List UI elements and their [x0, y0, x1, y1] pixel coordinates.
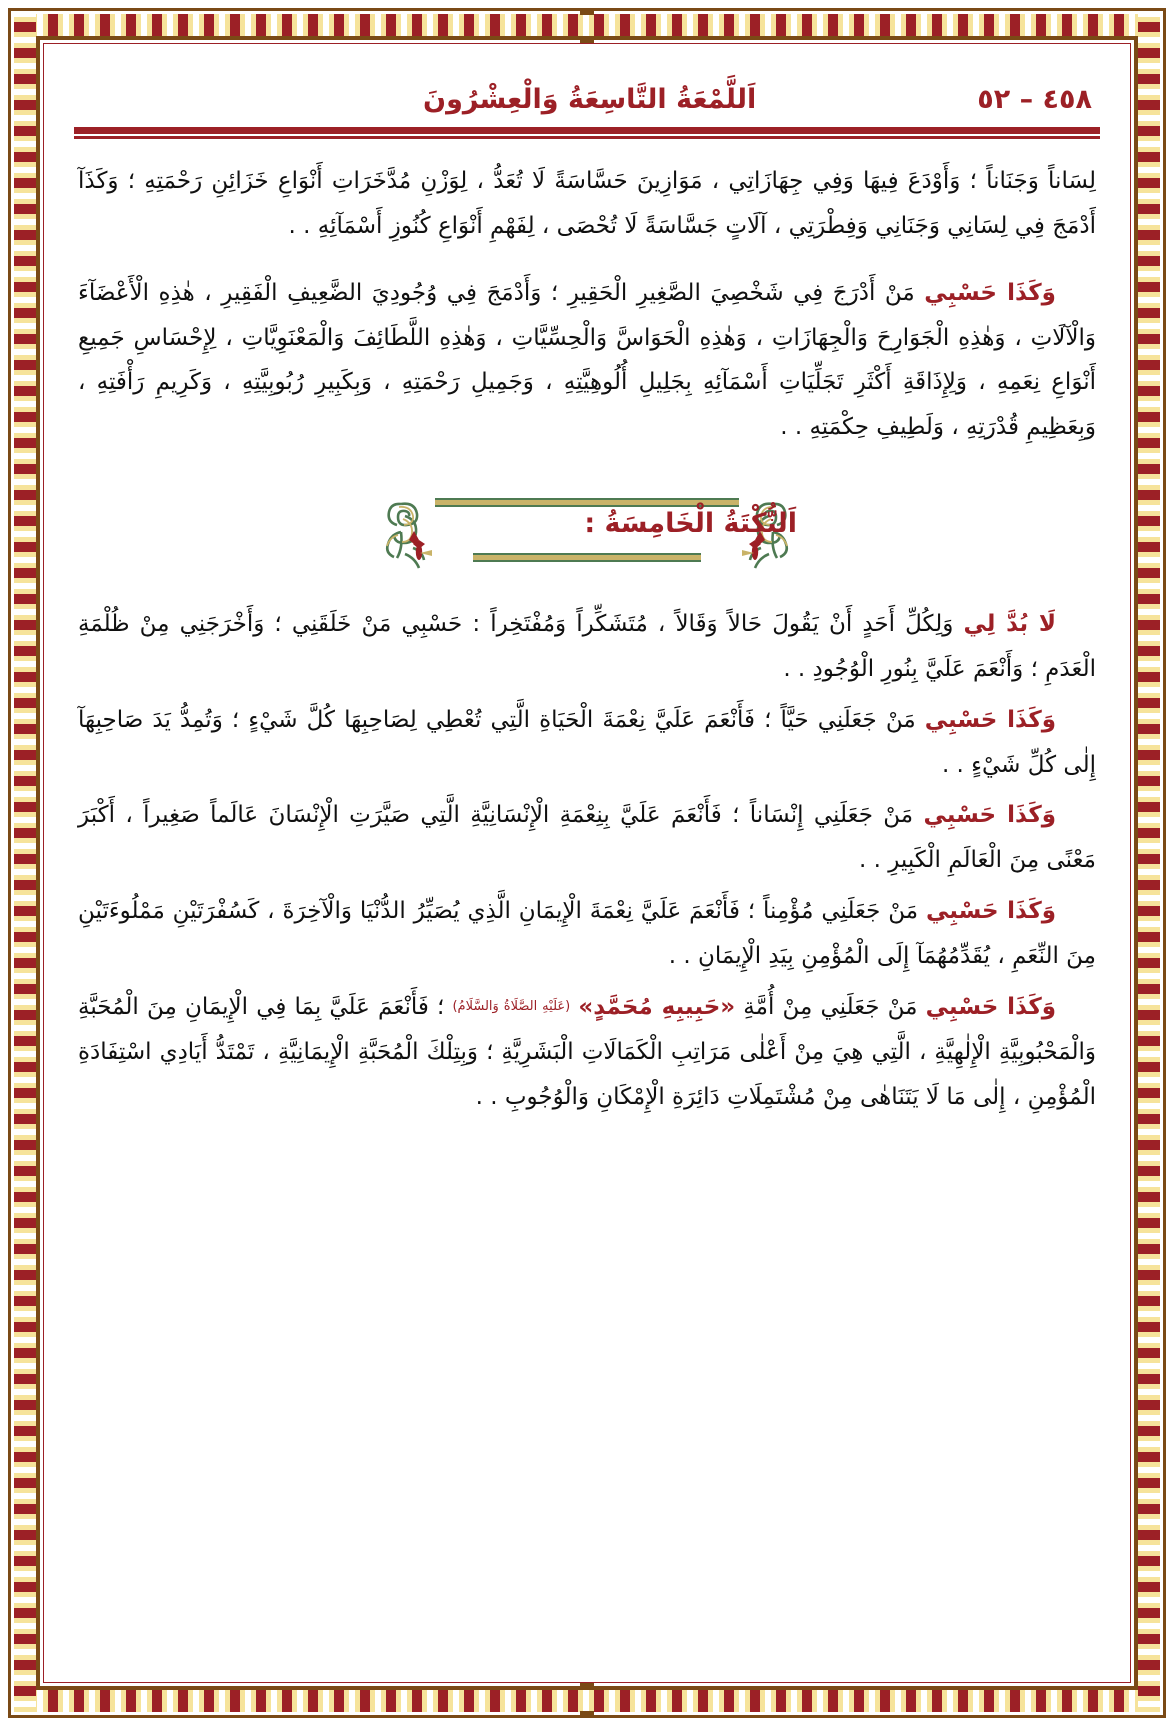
- honorific-salutation: (عَلَيْهِ الصَّلَاةُ وَالسَّلَامُ): [452, 998, 571, 1014]
- header-divider-bar: [74, 127, 1100, 134]
- accent-phrase-hasbi-2: وَكَذَا حَسْبِي: [924, 706, 1056, 733]
- border-braid-bottom: [14, 1690, 1160, 1712]
- paragraph-5: [78, 793, 1096, 883]
- paragraph-7-text-after: ؛ فَأَنْعَمَ عَلَيَّ بِمَا فِي الْإِيمَانِ مِنَ الْمُحَبَّةِ وَالْمَحْبُوبِيَّةِ الْإِلٰهِيَّةِ ، الَّتِي هِيَ مِنْ أَعْلٰى مَرَاتِبِ الْكَمَالَاتِ الْبَشَرِيَّةِ ؛ وَبِتِلْكَ الْمُحَبَّةِ الْإِيمَانِيَّةِ ، تَمْتَدُّ أَيَادِي اسْتِفَادَةِ الْمُؤْمِنِ ، إِلٰى مَا لَا يَتَنَاهٰى مِنْ مُشْتَمِلَاتِ دَائِرَةِ الْإِمْكَانِ وَالْوُجُوبِ . .: [78, 993, 1096, 1110]
- paragraph-1: [78, 159, 1096, 249]
- accent-phrase-hasbi-1: وَكَذَا حَسْبِي: [924, 279, 1056, 306]
- border-braid-left: [14, 14, 36, 1712]
- page-content: [52, 52, 1122, 1674]
- border-pip-bottom: [580, 1711, 594, 1718]
- paragraph-6-text: مَنْ جَعَلَنِي مُؤْمِناً ؛ فَأَنْعَمَ عَلَيَّ نِعْمَةَ الْإِيمَانِ الَّذِي يُصَيِّرُ الدُّنْيَا وَالْآخِرَةَ ، كَسُفْرَتَيْنِ مَمْلُوءَتَيْنِ مِنَ النِّعَمِ ، يُقَدِّمُهُمَآ إِلَى الْمُؤْمِنِ بِيَدِ الْإِيمَانِ . .: [78, 898, 1096, 969]
- accent-phrase-hasbi-5: وَكَذَا حَسْبِي: [925, 993, 1056, 1020]
- section-heading-rule-top: [435, 498, 739, 507]
- paragraph-4-text: مَنْ جَعَلَنِي حَيَّاً ؛ فَأَنْعَمَ عَلَيَّ نِعْمَةَ الْحَيَاةِ الَّتِي تُعْطِي لِصَاحِبِهَا كُلَّ شَيْءٍ ؛ وَتُمِدُّ يَدَ صَاحِبِهَآ إِلٰى كُلِّ شَيْءٍ . .: [78, 706, 1096, 778]
- paragraph-1-text: لِسَاناً وَجَنَاناً ؛ وَأَوْدَعَ فِيهَا وَفِي جِهَازَاتِي ، مَوَازِينَ حَسَّاسَةً لَا تُعَدُّ ، لِوَزْنِ مُدَّخَرَاتِ أَنْوَاعِ خَزَائِنِ رَحْمَتِهِ ؛ وَكَذَآ أَدْمَجَ فِي لِسَانِي وَجَنَانِي وَفِطْرَتِي ، آلَاتٍ جَسَّاسَةً لَا تُحْصَى ، لِفَهْمِ أَنْوَاعِ كُنُوزِ أَسْمَآئِهِ . .: [78, 168, 1096, 239]
- accent-phrase-hasbi-3: وَكَذَا حَسْبِي: [923, 802, 1056, 829]
- border-pip-bottom-inner: [580, 1683, 594, 1690]
- page-header: [68, 74, 1106, 115]
- border-braid-right: [1138, 14, 1160, 1712]
- accent-phrase-hasbi-4: وَكَذَا حَسْبِي: [925, 898, 1056, 925]
- accent-phrase-labudda: لَا بُدَّ لِي: [963, 611, 1057, 638]
- border-pip-top-inner: [580, 36, 594, 43]
- paragraph-7-text-before: مَنْ جَعَلَنِي مِنْ أُمَّةِ: [735, 993, 926, 1020]
- paragraph-4: [78, 698, 1096, 788]
- section-heading-title: اَلنُّكْتَةُ الْخَامِسَةُ :: [584, 508, 797, 540]
- border-braid-top: [14, 14, 1160, 36]
- paragraph-5-text: مَنْ جَعَلَنِي إِنْسَاناً ؛ فَأَنْعَمَ عَلَيَّ بِنِعْمَةِ الْإِنْسَانِيَّةِ الَّتِي صَيَّرَتِ الْإِنْسَانَ عَالَماً صَغِيراً ، أَكْبَرَ مَعْنًى مِنَ الْعَالَمِ الْكَبِيرِ . .: [78, 802, 1096, 874]
- header-divider-bar-2: [74, 136, 1100, 139]
- paragraph-6: [78, 889, 1096, 979]
- quoted-name-muhammad: «حَبِيبِهِ مُحَمَّدٍ»: [578, 993, 736, 1020]
- section-heading-rule-bottom: [473, 553, 701, 562]
- body-text: [68, 159, 1106, 1119]
- paragraph-3-text: وَلِكُلِّ أَحَدٍ أَنْ يَقُولَ حَالاً وَقَالاً ، مُتَشَكِّراً وَمُفْتَخِراً : حَسْبِي مَنْ خَلَقَنِي ؛ وَأَخْرَجَنِي مِنْ ظُلْمَةِ الْعَدَمِ ؛ وَأَنْعَمَ عَلَيَّ بِنُورِ الْوُجُودِ . .: [78, 611, 1096, 682]
- page-number: ٤٥٨ – ٥٢: [977, 84, 1092, 115]
- border-pip-top: [580, 8, 594, 15]
- paragraph-2: [78, 271, 1096, 450]
- section-heading: [377, 480, 797, 576]
- page-title: اَللَّمْعَةُ التَّاسِعَةُ وَالْعِشْرُونَ: [423, 84, 757, 115]
- header-divider: [68, 127, 1106, 139]
- paragraph-3: [78, 602, 1096, 692]
- paragraph-7: [78, 985, 1096, 1120]
- paragraph-2-text: مَنْ أَدْرَجَ فِي شَخْصِيَ الصَّغِيرِ الْحَقِيرِ ؛ وَأَدْمَجَ فِي وُجُودِيَ الضَّعِيفِ الْفَقِيرِ ، هٰذِهِ الْأَعْضَآءَ وَالْآلَاتِ ، وَهٰذِهِ الْجَوَارِحَ وَالْجِهَازَاتِ ، وَهٰذِهِ الْحَوَاسَّ وَالْحِسِّيَّاتِ ، وَهٰذِهِ اللَّطَائِفَ وَالْمَعْنَوِيَّاتِ ، لِإِحْسَاسِ جَمِيعِ أَنْوَاعِ نِعَمِهِ ، وَلِإِذَاقَةِ أَكْثَرِ تَجَلِّيَاتِ أَسْمَآئِهِ بِجَلِيلِ أُلُوهِيَّتِهِ ، وَجَمِيلِ رَحْمَتِهِ ، وَبِكَبِيرِ رُبُوبِيَّتِهِ ، وَكَرِيمِ رَأْفَتِهِ ، وَبِعَظِيمِ قُدْرَتِهِ ، وَلَطِيفِ حِكْمَتِهِ . .: [78, 279, 1096, 441]
